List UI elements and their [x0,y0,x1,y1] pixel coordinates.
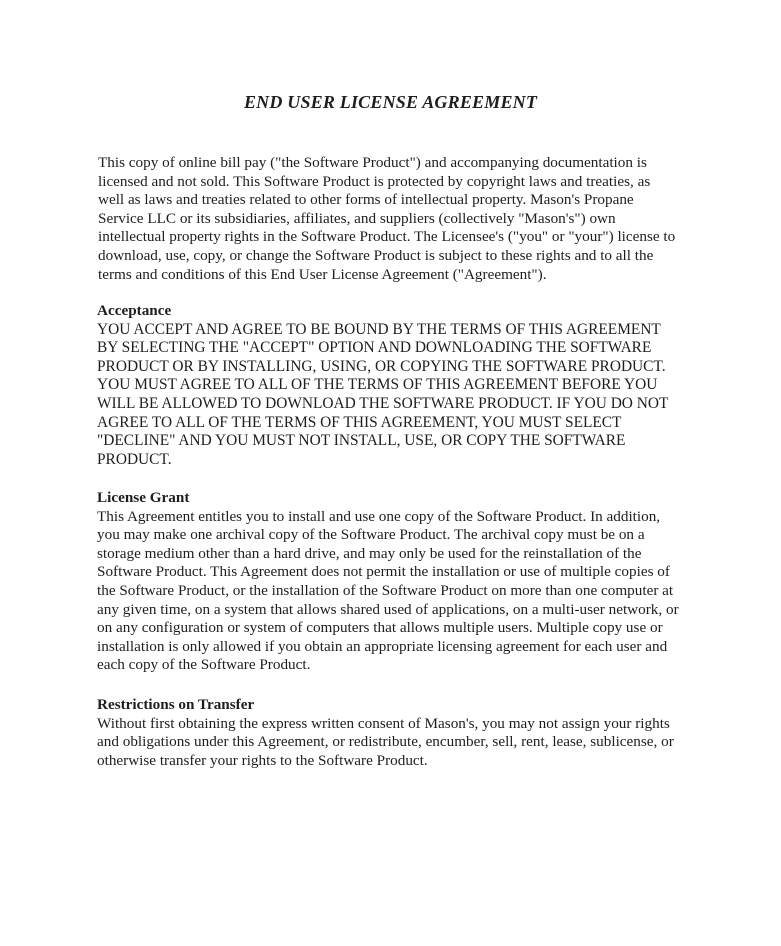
intro-paragraph: This copy of online bill pay ("the Software Product") and accompanying documentation is licensed and not sold. This Software Product is protected by copyright laws and treaties, as well as laws and treaties related to other forms of intellectual property. Mason's Propane Service LLC or its subsidiaries, affiliates, and suppliers (collectively "Mason's") own intellectual property rights in the Software Product. The Licensee's ("you" or "your") license to download, use, copy, or change the Software Product is subject to these rights and to all the terms and conditions of this End User License Agreement ("Agreement"). [98,154,676,283]
section-body: This Agreement entitles you to install and use one copy of the Software Product. In addition, you may make one archival copy of the Software Product. The archival copy must be on a storage medium other than a hard drive, and may only be used for the reinstallation of the Software Product. This Agreement does not permit the installation or use of multiple copies of the Software Product, or the installation of the Software Product on more than one computer at any given time, on a system that allows shared used of applications, on a multi-user network, or on any configuration or system of computers that allows multiple users. Multiple copy use or installation is only allowed if you obtain an appropriate licensing agreement for each user and each copy of the Software Product. [97,507,679,674]
section-restrictions-on-transfer [97,696,682,770]
section-heading: Acceptance [97,302,172,319]
section-body: YOU ACCEPT AND AGREE TO BE BOUND BY THE TERMS OF THIS AGREEMENT BY SELECTING THE "ACCEPT" OPTION AND DOWNLOADING THE SOFTWARE PRODUCT OR BY INSTALLING, USING, OR COPYING THE SOFTWARE PRODUCT. YOU MUST AGREE TO ALL OF THE TERMS OF THIS AGREEMENT BEFORE YOU WILL BE ALLOWED TO DOWNLOAD THE SOFTWARE PRODUCT. IF YOU DO NOT AGREE TO ALL OF THE TERMS OF THIS AGREEMENT, YOU MUST SELECT "DECLINE" AND YOU MUST NOT INSTALL, USE, OR COPY THE SOFTWARE PRODUCT. [97,320,669,468]
document-title: END USER LICENSE AGREEMENT [243,92,538,112]
section-body: Without first obtaining the express written consent of Mason's, you may not assign your rights and obligations under this Agreement, or redistribute, encumber, sell, rent, lease, sublicense, or otherwise transfer your rights to the Software Product. [97,714,674,769]
section-acceptance [97,302,682,469]
section-heading: License Grant [97,489,190,506]
section-license-grant [97,489,682,675]
section-heading: Restrictions on Transfer [97,696,255,713]
